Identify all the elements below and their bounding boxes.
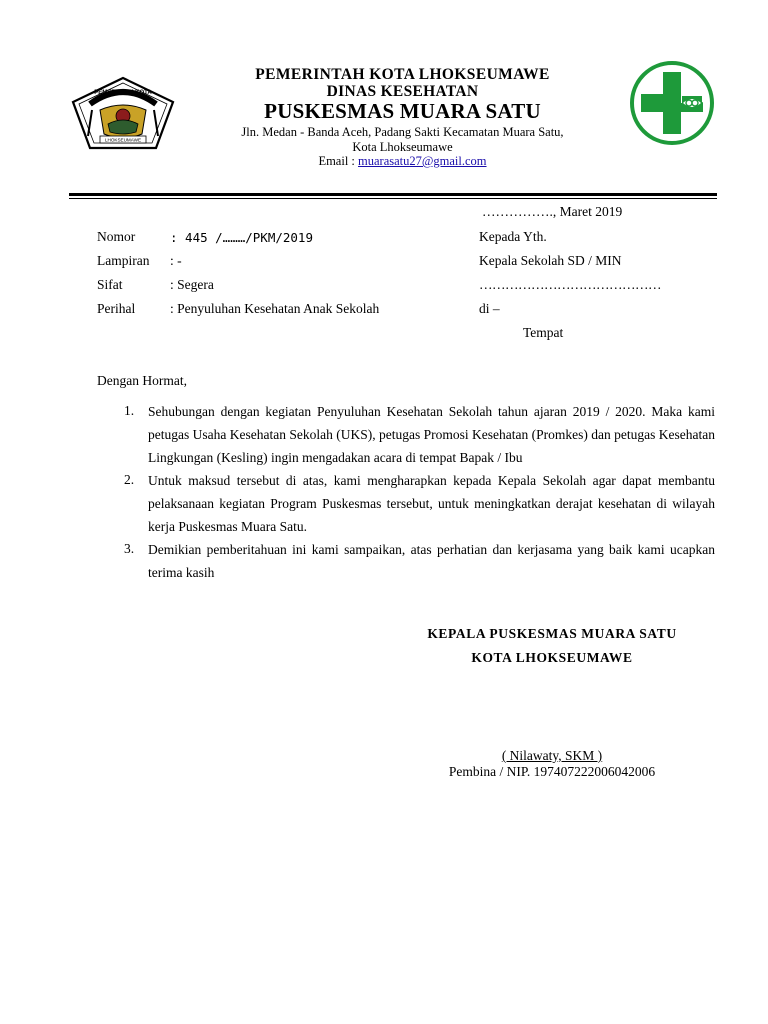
signature-nip: Pembina / NIP. 197407222006042006 (448, 764, 656, 779)
lampiran-value: : - (170, 253, 182, 268)
perihal-value: : Penyuluhan Kesehatan Anak Sekolah (170, 301, 380, 316)
perihal-label: Perihal (97, 301, 136, 316)
recipient-line-2: Kepala Sekolah SD / MIN (479, 253, 622, 268)
salutation: Dengan Hormat, (97, 373, 187, 388)
item-text-3: Demikian pemberitahuan ini kami sampaikan, atas perhatian dan kerjasama yang baik kami ucapkan terima kasih (148, 542, 715, 581)
header-rule-thick (69, 193, 717, 196)
sifat-value: : Segera (170, 277, 214, 292)
header-institution: PUSKESMAS MUARA SATU (264, 99, 541, 123)
signature-name: ( Nilawaty, SKM ) (501, 748, 603, 763)
header-address (190, 125, 615, 154)
city-seal-logo (70, 76, 176, 150)
svg-text:LHOKSEUMAWE: LHOKSEUMAWE (104, 137, 142, 143)
address-line-1: Jln. Medan - Banda Aceh, Padang Sakti Kecamatan Muara Satu, (241, 125, 564, 139)
sifat-label: Sifat (97, 277, 123, 292)
item-number-2: 2. (124, 472, 135, 487)
item-number-3: 3. (124, 541, 135, 556)
signature-title-1: KEPALA PUSKESMAS MUARA SATU (427, 626, 677, 641)
puskesmas-logo (629, 60, 715, 146)
recipient-line-1: Kepada Yth. (479, 229, 547, 244)
item-text-2: Untuk maksud tersebut di atas, kami mengharapkan kepada Kepala Sekolah agar dapat membantu pelaksanaan kegiatan Program Puskesmas tersebut, untuk meningkatkan derajat kesehatan di wilayah kerja Puskesmas Muara Satu. (148, 473, 715, 535)
recipient-line-5: Tempat (523, 325, 564, 340)
svg-text:PEMERINTAH KOTA: PEMERINTAH KOTA (94, 90, 152, 96)
header-agency: DINAS KESEHATAN (326, 83, 479, 100)
recipient-line-3: …………………………………… (479, 277, 661, 292)
header-email (190, 154, 615, 169)
nomor-value: : 445 /………/PKM/2019 (170, 230, 313, 245)
header-government: PEMERINTAH KOTA LHOKSEUMAWE (255, 66, 550, 83)
signature-title-2: KOTA LHOKSEUMAWE (471, 650, 633, 665)
item-number-1: 1. (124, 403, 135, 418)
item-text-1: Sehubungan dengan kegiatan Penyuluhan Kesehatan Sekolah tahun ajaran 2019 / 2020. Maka kami petugas Usaha Kesehatan Sekolah (UKS), petugas Promosi Kesehatan (Promkes) dan petugas Kesehatan Lingkungan (Kesling) ingin mengadakan acara di tempat Bapak / Ibu (148, 404, 715, 466)
email-label: Email : (318, 154, 359, 168)
recipient-line-4: di – (479, 301, 500, 316)
lampiran-label: Lampiran (97, 253, 150, 268)
email-link[interactable]: muarasatu27@gmail.com (358, 154, 487, 168)
nomor-label: Nomor (97, 229, 136, 244)
address-line-2: Kota Lhokseumawe (352, 139, 453, 154)
letter-date: ……………., Maret 2019 (482, 204, 623, 219)
header-rule-thin (69, 198, 717, 199)
